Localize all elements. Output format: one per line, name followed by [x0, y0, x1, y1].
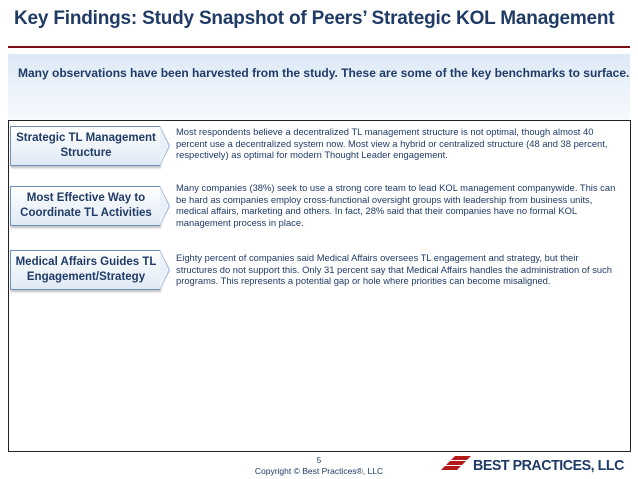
logo-text: BEST PRACTICES, LLC: [473, 456, 625, 474]
finding-description: Many companies (38%) seek to use a strong core team to lead KOL management companywide. This can be hard as companies employ cross-functional oversight groups with leadership from business units, medical affairs, marketing and others. In fact, 28% said that their companies have no formal KOL management process in place.: [176, 182, 616, 228]
finding-label-line2: Structure: [60, 147, 112, 159]
finding-label-structure: [10, 126, 160, 166]
finding-description: Eighty percent of companies said Medical Affairs oversees TL engagement and strategy, but their structures do not support this. Only 31 percent say that Medical Affairs handles the administration of such programs. This represents a potential gap or hole where priorities can become misaligned.: [176, 252, 612, 286]
finding-label-line2: Coordinate TL Activities: [20, 207, 152, 219]
finding-label-line1: Most Effective Way to: [26, 192, 146, 204]
best-practices-logo: [441, 453, 632, 477]
banner-text: Many observations have been harvested from the study. These are some of the key benchmarks to surface.: [18, 66, 630, 80]
arrow-inner: [160, 127, 169, 165]
summary-banner: [8, 54, 630, 120]
finding-description: Most respondents believe a decentralized TL management structure is not optimal, though almost 40 percent use a decentralized system now. Most view a hybrid or centralized structure (48 and 38 percent, respectively) as optimal for modern Thought Leader engagement.: [176, 126, 608, 160]
arrow-inner: [160, 251, 169, 289]
logo-stripes-icon: [441, 456, 471, 474]
finding-label-line1: Strategic TL Management: [16, 132, 156, 144]
slide-title: Key Findings: Study Snapshot of Peers’ Strategic KOL Management: [14, 8, 615, 29]
finding-label-text: [11, 187, 161, 225]
arrow-inner: [160, 187, 169, 225]
finding-label-text: [11, 251, 161, 289]
page-number: 5: [316, 456, 322, 465]
finding-label-line1: Medical Affairs Guides TL: [15, 256, 157, 268]
finding-label-text: [11, 127, 161, 165]
copyright-text: Copyright © Best Practices®, LLC: [254, 466, 384, 476]
finding-label-medical-affairs: [10, 250, 160, 290]
finding-label-line2: Engagement/Strategy: [26, 271, 146, 283]
finding-label-coordination: [10, 186, 160, 226]
title-divider: [8, 46, 630, 48]
